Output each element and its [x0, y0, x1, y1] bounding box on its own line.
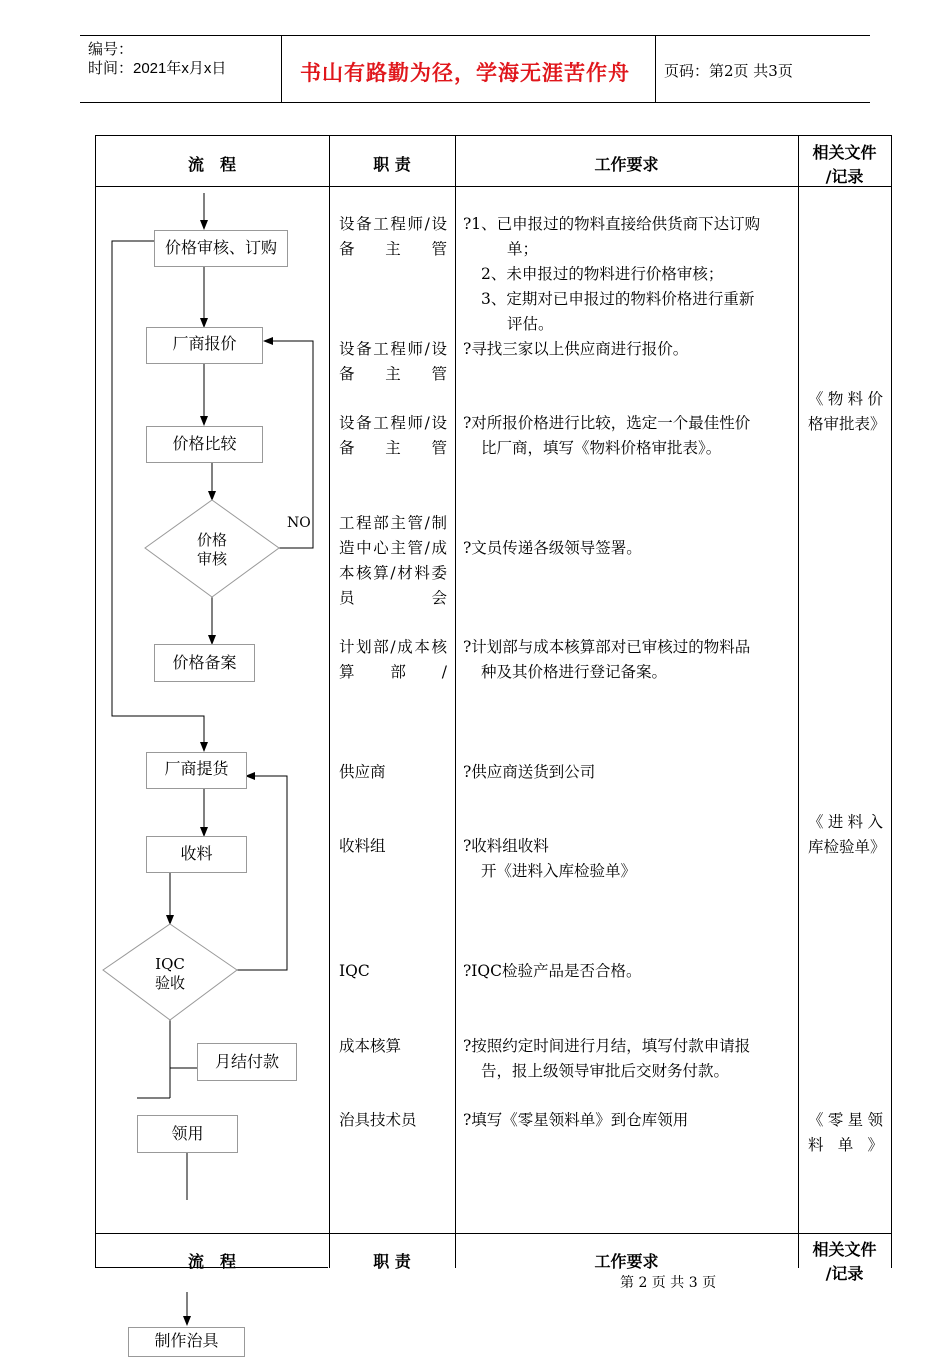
header-motto: 书山有路勤为径，学海无涯苦作舟	[300, 60, 630, 85]
related-doc-cell: 《零星领料单》	[808, 1111, 883, 1154]
flow-node-monthly-payment: 月结付款	[197, 1043, 297, 1081]
decision-price-review-label-1: 价格	[196, 531, 227, 549]
duty-cell: 工程部主管/制造中心主管/成本核算/材料委员会	[339, 514, 447, 607]
column-header-docs: 相关文件	[812, 143, 877, 162]
decision-iqc-label-2: 验收	[154, 974, 185, 992]
document-time-label: 时间：2021年x月x日	[88, 60, 227, 77]
header-page-info: 页码：第2页 共3页	[664, 62, 793, 80]
duty-cell: 成本核算	[339, 1037, 402, 1055]
duty-cell: 设备工程师/设备主管	[339, 414, 447, 457]
flow-arrow-reject	[237, 776, 287, 970]
requirement-cell: ?对所报价格进行比较，选定一个最佳性价 比厂商，填写《物料价格审批表》。	[463, 414, 751, 457]
requirement-cell: ?供应商送货到公司	[463, 763, 596, 781]
flow-node-price-archive: 价格备案	[154, 644, 255, 682]
duty-cell: 设备工程师/设备主管	[339, 340, 447, 383]
column-header-duty: 职 责	[373, 155, 411, 174]
requirement-cell: ?IQC检验产品是否合格。	[463, 962, 642, 980]
related-doc-cell: 《进料入库检验单》	[808, 813, 886, 856]
flow-node-receive: 收料	[146, 836, 247, 873]
column-header-requirements: 工作要求	[594, 155, 659, 174]
related-doc-cell: 《物料价格审批表》	[808, 390, 886, 433]
decision-iqc-label-1: IQC	[155, 955, 185, 973]
document-number-label: 编号：	[88, 41, 134, 58]
duty-cell: 设备工程师/设备主管	[339, 215, 447, 258]
column-header-docs-repeat: 相关文件	[812, 1240, 877, 1259]
requirement-cell: ?计划部与成本核算部对已审核过的物料品 种及其价格进行登记备案。	[463, 638, 751, 681]
requirement-cell: ?1、已申报过的物料直接给供货商下达订购 单； 2、未申报过的物料进行价格审核； 3、定期对已申报过的物料价格进行重新 评估。	[463, 215, 761, 333]
column-header-records-repeat: /记录	[825, 1264, 864, 1283]
column-header-duty-repeat: 职 责	[373, 1252, 411, 1271]
requirement-cell: ?按照约定时间进行月结，填写付款申请报 告，报上级领导审批后交财务付款。	[463, 1037, 751, 1080]
requirement-cell: ?寻找三家以上供应商进行报价。	[463, 340, 689, 358]
flow-node-price-compare: 价格比较	[146, 426, 263, 463]
column-header-flow: 流 程	[187, 155, 236, 174]
column-header-records: /记录	[825, 167, 864, 186]
requirement-cell: ?文员传递各级领导签署。	[463, 539, 642, 557]
flow-node-vendor-quote: 厂商报价	[146, 327, 263, 364]
duty-cell: 计划部/成本核算部/	[339, 638, 447, 681]
decision-price-review-label-2: 审核	[196, 550, 227, 568]
column-header-requirements-repeat: 工作要求	[594, 1252, 659, 1271]
duty-cell: IQC	[339, 962, 370, 980]
page-number-footer: 第 2 页 共 3 页	[620, 1275, 717, 1291]
flow-node-use: 领用	[137, 1115, 238, 1153]
flow-node-make-fixture: 制作治具	[128, 1327, 245, 1357]
duty-cell: 治具技术员	[339, 1111, 417, 1129]
column-header-flow-repeat: 流 程	[187, 1252, 236, 1271]
flow-node-price-order: 价格审核、订购	[154, 230, 288, 267]
no-branch-label: NO	[287, 515, 311, 531]
duty-cell: 收料组	[339, 837, 386, 855]
requirement-cell: ?收料组收料 开《进料入库检验单》	[463, 837, 637, 880]
duty-cell: 供应商	[339, 763, 386, 781]
requirement-cell: ?填写《零星领料单》到仓库领用	[463, 1111, 689, 1129]
flow-node-vendor-delivery: 厂商提货	[146, 752, 247, 789]
